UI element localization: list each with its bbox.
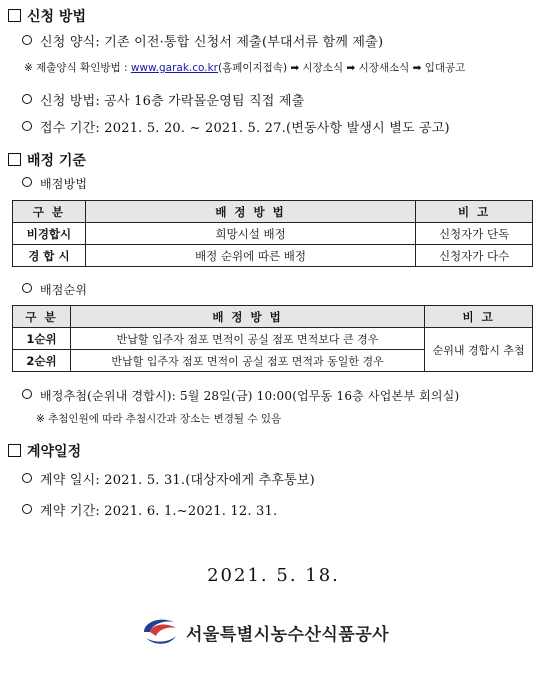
checkbox-icon (8, 444, 21, 457)
seoul-agro-logo-icon (140, 616, 180, 648)
circle-bullet-icon (22, 283, 32, 293)
table1-header-method: 배 정 방 법 (85, 201, 415, 223)
garak-link[interactable]: www.garak.co.kr (130, 62, 218, 74)
circle-bullet-icon (22, 389, 32, 399)
contract-date: 계약 일시: 2021. 5. 31.(대상자에게 추후통보) (22, 469, 315, 488)
table-row: 1순위 반납할 입주자 점포 면적이 공실 점포 면적보다 큰 경우 순위내 경합시 추첨 (13, 328, 533, 350)
org-name: 서울특별시농수산식품공사 (186, 624, 390, 645)
table2-header-category: 구 분 (13, 306, 71, 328)
circle-bullet-icon (22, 473, 32, 483)
table1-header-note: 비 고 (416, 201, 533, 223)
allocation-draw-note: ※ 추첨인원에 따라 추첨시간과 장소는 변경될 수 있음 (36, 413, 282, 425)
circle-bullet-icon (22, 35, 32, 45)
table-row: 2순위 반납할 입주자 점포 면적이 공실 점포 면적과 동일한 경우 (13, 350, 533, 372)
allocation-rank-heading: 배점순위 (22, 281, 87, 298)
checkbox-icon (8, 9, 21, 22)
table-row: 경 합 시 배정 순위에 따른 배정 신청자가 다수 (13, 245, 533, 267)
circle-bullet-icon (22, 94, 32, 104)
section-apply-title: 신청 방법 (8, 6, 86, 26)
circle-bullet-icon (22, 177, 32, 187)
apply-method: 신청 방법: 공사 16층 가락몰운영팀 직접 제출 (22, 90, 304, 109)
circle-bullet-icon (22, 504, 32, 514)
allocation-draw: 배정추첨(순위내 경합시): 5월 28일(금) 10:00(업무동 16층 사업본부 회의실) (22, 387, 459, 404)
allocation-method-table (12, 200, 533, 267)
rank-note: 순위내 경합시 추첨 (425, 328, 533, 372)
contract-period: 계약 기간: 2021. 6. 1.~2021. 12. 31. (22, 500, 277, 519)
org-footer (140, 616, 389, 648)
table2-header-note: 비 고 (425, 306, 533, 328)
allocation-method-heading: 배점방법 (22, 175, 87, 192)
table1-header-category: 구 분 (13, 201, 86, 223)
circle-bullet-icon (22, 121, 32, 131)
allocation-rank-table (12, 305, 533, 372)
checkbox-icon (8, 153, 21, 166)
apply-form: 신청 양식: 기존 이전·통합 신청서 제출(부대서류 함께 제출) (22, 31, 383, 50)
section-contract-title: 계약일정 (8, 441, 81, 461)
table2-header-method: 배 정 방 법 (70, 306, 424, 328)
section-allocation-title: 배정 기준 (8, 150, 86, 170)
document-date: 2021. 5. 18. (207, 565, 340, 586)
apply-period: 접수 기간: 2021. 5. 20. ~ 2021. 5. 27.(변동사항 발생시 별도 공고) (22, 117, 450, 136)
table-row: 비경합시 희망시설 배정 신청자가 단독 (13, 223, 533, 245)
apply-note: ※ 제출양식 확인방법 : www.garak.co.kr(홈페이지접속) ➡ 시장소식 ➡ 시장새소식 ➡ 입대공고 (24, 62, 466, 74)
